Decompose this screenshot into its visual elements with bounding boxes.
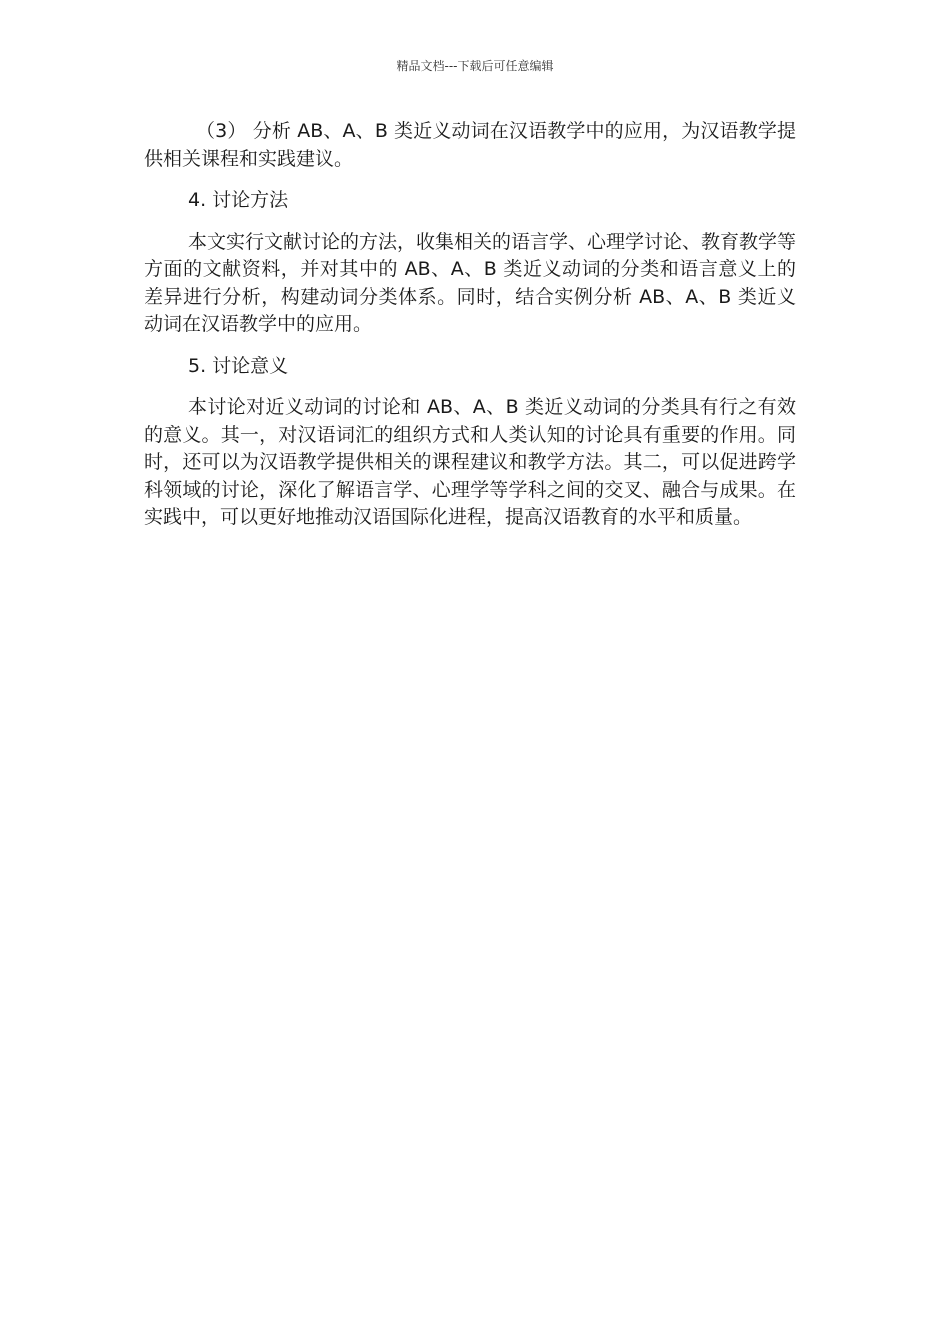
page-header: 精品文档---下载后可任意编辑	[396, 59, 554, 73]
paragraph-method: 本文实行文献讨论的方法，收集相关的语言学、心理学讨论、教育教学等方面的文献资料，并对其中的 AB、A、B 类近义动词的分类和语言意义上的差异进行分析，构建动词分类体系。同时，结合实例分析 AB、A、B 类近义动词在汉语教学中的应用。	[144, 230, 797, 335]
spacer	[144, 215, 796, 229]
spacer	[144, 173, 796, 187]
section-heading-method: 4. 讨论方法	[188, 189, 289, 211]
paragraph-objective-3: （3） 分析 AB、A、B 类近义动词在汉语教学中的应用，为汉语教学提供相关课程和实践建议。	[144, 120, 796, 170]
section-heading-significance: 5. 讨论意义	[188, 354, 289, 377]
spacer	[144, 339, 796, 353]
paragraph-significance: 本讨论对近义动词的讨论和 AB、A、B 类近义动词的分类具有行之有效的意义。其一，对汉语词汇的组织方式和人类认知的讨论具有重要的作用。同时，还可以为汉语教学提供相关的课程建议和教学方法。其二，可以促进跨学科领域的讨论，深化了解语言学、心理学等学科之间的交叉、融合与成果。在实践中，可以更好地推动汉语国际化进程，提高汉语教育的水平和质量。	[144, 396, 796, 528]
spacer	[144, 380, 796, 394]
document-body	[144, 118, 796, 532]
